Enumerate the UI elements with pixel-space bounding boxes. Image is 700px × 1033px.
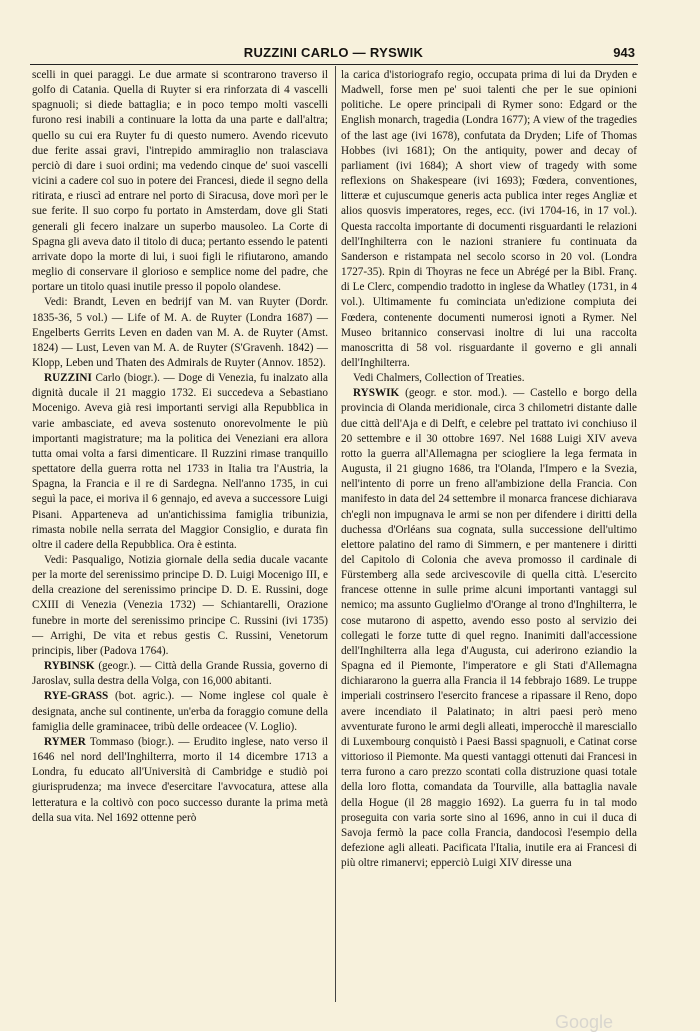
entry-rymer: RYMER Tommaso (biogr.). — Erudito inglese, nato verso il 1646 nel nord dell'Inghilterra, morto il 14 dicembre 1713 a Londra, fu educato all'Università di Cambridge e studiò poi giurisprudenza; ma invece d'esercitare l'avvocatura, attese alla letteratura e la coltivò con poco successo durante la prima metà della sua vita. Nel 1692 ottenne però <box>32 735 328 824</box>
column-divider <box>335 66 336 1002</box>
header-title: RUZZINI CARLO — RYSWIK <box>243 45 424 60</box>
entry-headword: RYE-GRASS <box>44 690 109 703</box>
entry-headword: RYSWIK <box>353 387 400 400</box>
entry-ryswik: RYSWIK (geogr. e stor. mod.). — Castello e borgo della provincia di Olanda meridionale, circa 3 chilometri distante dalle due città dell'Aja e di Delft, e celebre pel trattato ivi conchiuso il 20 settembre e il 30 ottobre 1697. Nel 1688 Luigi XIV aveva rotto la guerra all'Allemagna per sciogliere la lega fermata in Augusta, il 21 giugno 1686, tra l'Olanda, l'Impero e la Svezia, nell'intento di porre un freno all'ambizione della Francia. Con manifesto in data del 24 settembre il monarca francese dichiarava ch'egli non impugnava le armi se non per difendere i diritti della duchessa d'Orléans sua cognata, sulla successione dell'ultimo elettore palatino del ramo di Simmern, e per mantenere i diritti del Capitolo di Colonia che aveva promosso il cardinale di Fürstemberg alla sede arcivescovile di quella città. L'esercito francese ottenne in sulle prime alcuni importanti vantaggi sul nemico; ma assunto Guglielmo d'Orange al trono d'Inghilterra, le cose mutarono di aspetto, avendo esso posto al servizio dei collegati le forze tutte di quel regno. Inanimiti dall'accessione dell'Inghilterra alla lega d'Augusta, cui aderirono eziandio la Spagna ed il Piemonte, l'imperatore e gli Stati d'Allemagna dichiararono la guerra alla Francia il 14 febbrajo 1689. Le truppe imperiali costrinsero l'esercito francese a ripassare il Reno, dopo avere incendiato il Palatinato; in altri paesi però meno avventurate furono le armi degli alleati, imperocchè il maresciallo di Luxembourg conquistò i Paesi Bassi spagnuoli, e Catinat corse vittorioso il Piemonte. Ma questi vantaggi ottenuti dai Francesi in terra furono a caro prezzo scontati colla distruzione quasi totale della loro flotta, comandata da Tourville, alla battaglia navale della Hogue (il 28 maggio 1692). La guerra fu in tal modo proseguita con varia sorte sino al 1696, anno in cui il duca di Savoja fermò la pace colla Francia, dandocosì l'esempio della defezione agli alleati. Pacificata l'Italia, inutile era ai Francesi di più oltre rimanervi; epperciò Luigi XIV diresse una <box>341 387 637 870</box>
entry-headword: RUZZINI <box>44 372 92 385</box>
paragraph-rymer-cont: la carica d'istoriografo regio, occupata prima di lui da Dryden e Madwell, forse men pe' suoi talenti che per le sue opinioni politiche. Le opere principali di Rymer sono: Edgard or the English monarch, tragedia (Londra 1677); A view of the tragedies of the last age (ivi 1678), confutata da Dryden; Life of Thomas Hobbes (ivi 1681); On the antiquity, power and decay of parliament (ivi 1684); A short view of tragedy with some reflexions on Shakespeare (ivi 1693); Fœdera, conventiones, litteræ et cujuscumque generis acta publica inter reges Angliæ et alios quosvis imperatores, reges, ecc. (ivi 1704-16, in 17 vol.). Questa raccolta importante di documenti risguardanti le relazioni dell'Inghilterra con le nazioni straniere fu continuata da Sanderson e ristampata nel secolo scorso in 20 vol. (Londra 1727-35). Rpin di Thoyras ne fece un Abrégé per la Bibl. Franç. di Le Clerc, compendio tradotto in inglese da Whatley (1731, in 4 vol.). Ultimamente fu cominciata un'edizione compiuta dei Fœdera, contenente documenti numerosi ignoti a Rymer. Nel Museo britannico conservasi inoltre di lui una raccolta manoscritta di 58 vol. risguardante il governo e gli annali dell'Inghilterra. <box>341 69 637 369</box>
page-number: 943 <box>613 45 635 60</box>
entry-rybinsk: RYBINSK (geogr.). — Città della Grande Russia, governo di Jaroslav, sulla destra della Volga, con 16,000 abitanti. <box>32 660 328 688</box>
paragraph-rymer-refs: Vedi Chalmers, Collection of Treaties. <box>353 372 525 385</box>
running-header <box>32 45 635 65</box>
entry-headword: RYMER <box>44 735 86 748</box>
paragraph-ruyter-end: scelli in quei paraggi. Le due armate si scontrarono traverso il golfo di Catania. Quella di Ruyter si era rinforzata di 4 vascelli spagnuoli; si diede battaglia; e in poco tempo molti vascelli furono resi inabili a continuare la lotta da una parte e dall'altra; quello su cui era Ruyter fu di questo numero. Avendo ricevuto due ferite assai gravi, l'intrepido ammiraglio non tralasciava perciò di dare i suoi ordini; ma vedendo cinque de' suoi vascelli vicini a cadere col suo in potere dei Francesi, diede il segno della ritirata, e riuscì ad entrare nel porto di Siracusa, dove morì per le sue ferite. Il suo corpo fu portato in Amsterdam, dove gli Stati generali gli fecero inalzare un superbo mausoleo. La Corte di Spagna gli aveva dato il titolo di duca; pertanto essendo le patenti arrivate dopo la morte di lui, i suoi figli le rifiutarono, amando meglio di conservare il glorioso e semplice nome del padre, che portare un titolo quasi inutile presso il popolo olandese. <box>32 69 328 294</box>
entry-headword: RYBINSK <box>44 660 95 673</box>
paragraph-ruyter-refs: Vedi: Brandt, Leven en bedrijf van M. van Ruyter (Dordr. 1835-36, 5 vol.) — Life of M. A. de Ruyter (Londra 1687) — Engelberts Gerrits Leven en daden van M. A. de Ruyter (Amst. 1824) — Lust, Leven van M. A. de Ruyter (S'Gravenh. 1842) — Klopp, Leben und Thaten des Admirals de Ruyter (Annov. 1852). <box>32 296 328 369</box>
paragraph-ruzzini-refs: Vedi: Pasqualigo, Notizia giornale della sedia ducale vacante per la morte del serenissimo principe D. D. Luigi Mocenigo III, e della creazione del serenissimo principe D. D. E. Russini, doge CXIII di Venezia (Venezia 1732) — Schiantarelli, Orazione funebre in morte del serenissimo principe C. Russini (ivi 1735) — Arrighi, De vita et rebus gestis C. Russini, Venetorum principis, liber (Padova 1764). <box>32 554 328 657</box>
entry-rye-grass: RYE-GRASS (bot. agric.). — Nome inglese col quale è designata, anche sul continente, un'erba da foraggio comune della famiglia delle graminacee, tribù delle ordeacee (V. Loglio). <box>32 690 328 733</box>
right-column <box>341 68 637 871</box>
entry-ruzzini: RUZZINI Carlo (biogr.). — Doge di Venezia, fu inalzato alla dignità ducale il 21 maggio 1732. Ei succedeva a Sebastiano Mocenigo. Aveva già resi importanti servigi alla Repubblica in varie ambasciate, ed aveva sostenuto onorevolmente le più importanti magistrature; ma la politica dei Veneziani era allora tutta omai volta a farsi dimenticare. Il Ruzzini rimase tranquillo spettatore della guerra rotta nel 1733 in Italia tra l'Austria, la Spagna, la Francia e il re di Sardegna. Nell'anno 1735, in cui seguì la pace, ei moriva il 6 gennajo, ed aveva a successore Luigi Pisani. Apparteneva ad un'antichissima famiglia tribunizia, rimasta nobile nella serrata del Maggior Consiglio, e durata fin oltre il cadere della Repubblica. Ora è estinta. <box>32 372 328 551</box>
scan-watermark: Google <box>555 1012 614 1032</box>
left-column <box>32 68 328 826</box>
header-rule <box>30 64 638 65</box>
